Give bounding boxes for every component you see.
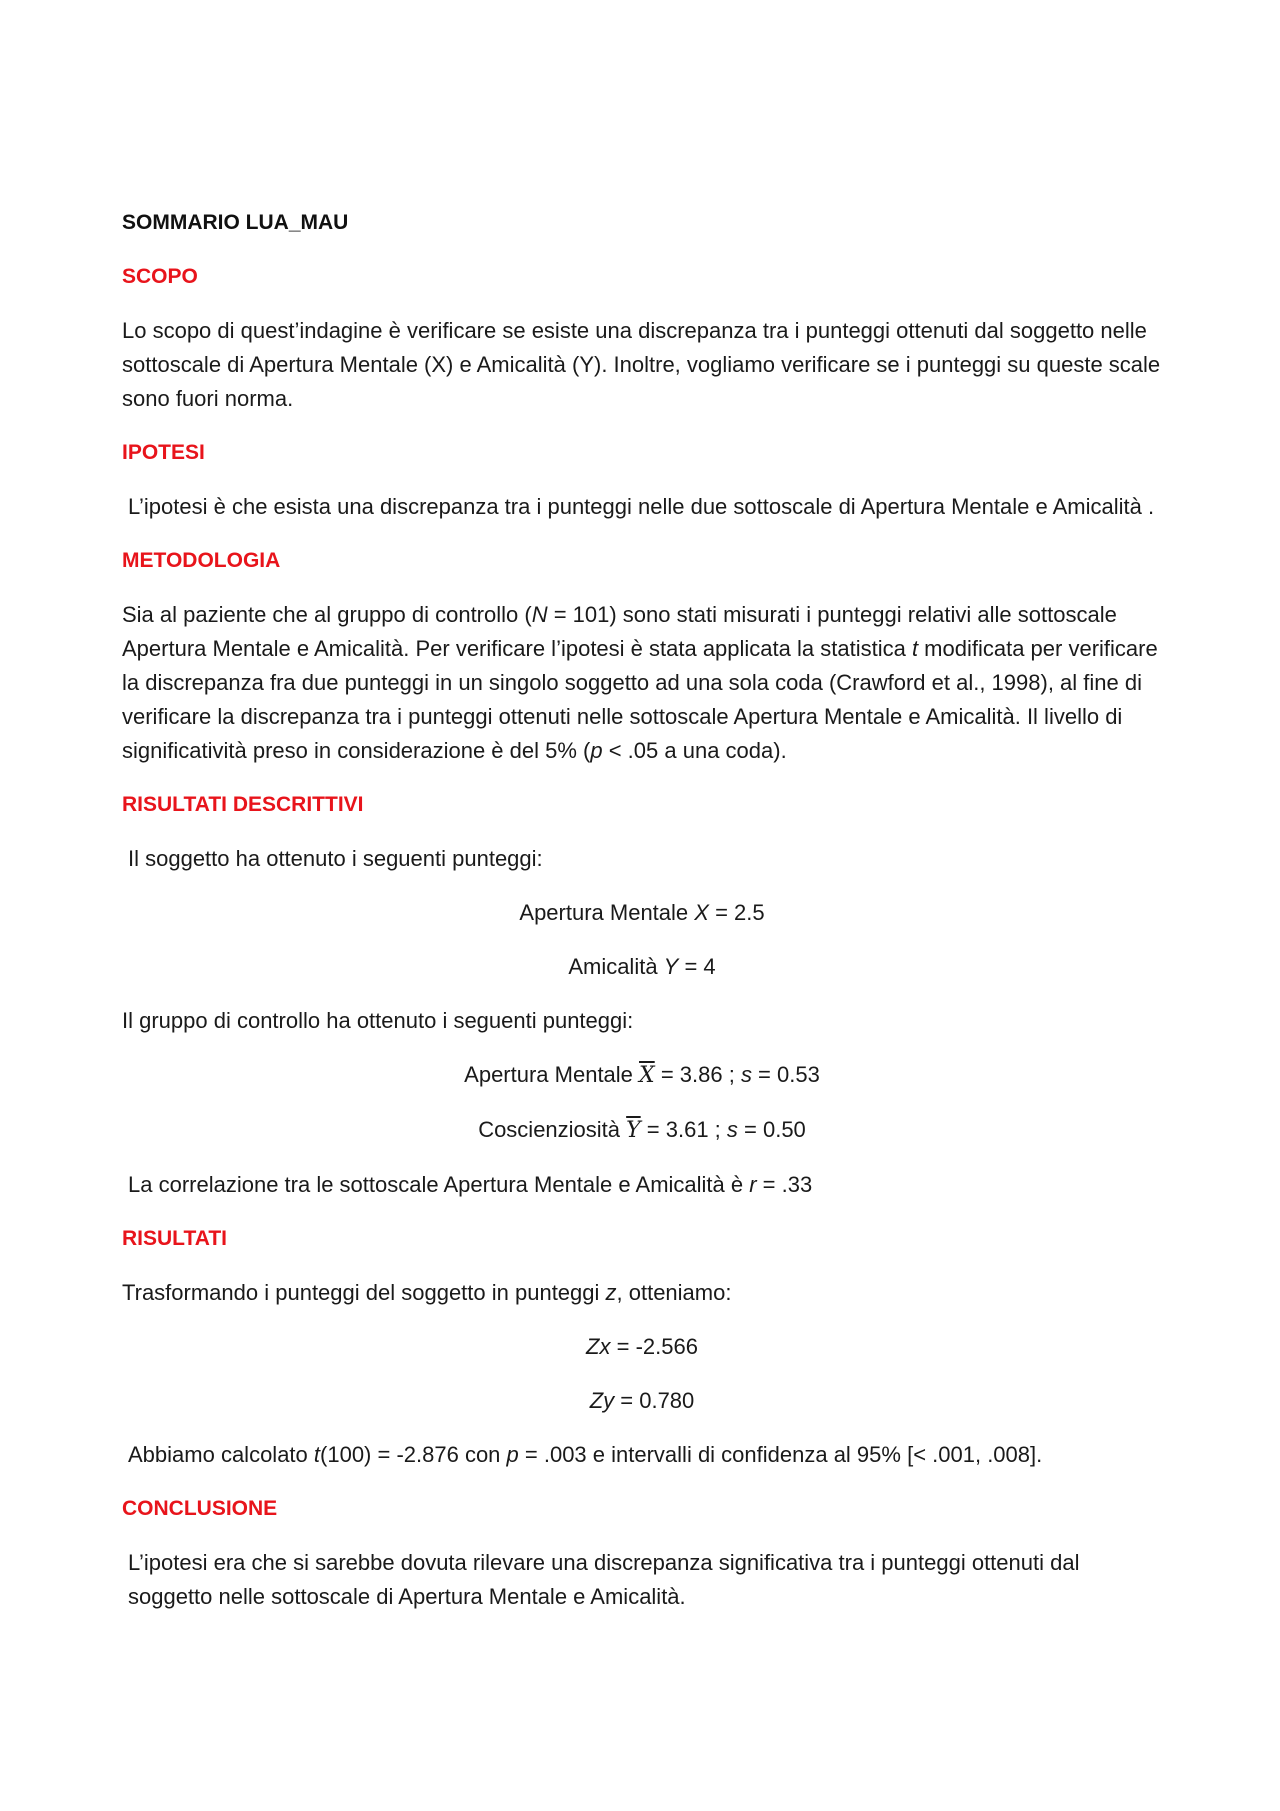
risultati-heading: RISULTATI — [122, 1227, 227, 1250]
control-y-mean-symbol: $\overline{Y}$ — [626, 1118, 641, 1143]
control-x-s-symbol: s — [740, 1062, 752, 1087]
subject-x-value: = 2.5 — [708, 900, 765, 925]
control-y-mean: = 3.61 ; — [640, 1117, 727, 1142]
calc-p-symbol: p — [506, 1442, 519, 1467]
zy-var: Zy — [589, 1388, 615, 1413]
control-x-sd: = 0.53 — [751, 1062, 820, 1087]
subject-y-label: Amicalità — [568, 954, 664, 979]
metodologia-paragraph — [122, 598, 1162, 768]
risultati-intro-2: , otteniamo: — [616, 1280, 732, 1305]
document-title: SOMMARIO LUA_MAU — [122, 211, 349, 234]
subject-x-label: Apertura Mentale — [519, 900, 695, 925]
calc-text-3: = .003 e intervalli di confidenza al 95% [< .001, .008]. — [518, 1442, 1043, 1467]
metodologia-text-1: Sia al paziente che al gruppo di controllo ( — [122, 602, 532, 627]
subject-y-score — [122, 950, 1162, 984]
scopo-paragraph: Lo scopo di quest’indagine è verificare se esiste una discrepanza tra i punteggi ottenuti dal soggetto nelle sottoscale di Apertura Mentale (X) e Amicalità (Y). Inoltre, vogliamo verificare se i punteggi su queste scale sono fuori norma. — [122, 318, 1161, 411]
subject-y-value: = 4 — [678, 954, 716, 979]
scopo-heading: SCOPO — [122, 265, 198, 288]
ipotesi-paragraph: L’ipotesi è che esista una discrepanza tra i punteggi nelle due sottoscale di Apertura Mentale e Amicalità . — [128, 494, 1155, 519]
metodologia-text-2: = 101) sono stati misurati i punteggi relativi alle sottoscale Apertura Mentale e Amicalità. Per verificare l’ipotesi è stata applicata la statistica — [122, 602, 1117, 661]
metodologia-p-symbol: p — [590, 738, 603, 763]
control-intro: Il gruppo di controllo ha ottenuto i seguenti punteggi: — [122, 1008, 634, 1033]
ipotesi-heading: IPOTESI — [122, 441, 205, 464]
subject-y-var: Y — [663, 954, 679, 979]
correlation-value: = .33 — [756, 1172, 813, 1197]
subject-x-var: X — [694, 900, 709, 925]
conclusione-heading: CONCLUSIONE — [122, 1497, 278, 1520]
metodologia-text-4: < .05 a una coda). — [602, 738, 787, 763]
correlation-text: La correlazione tra le sottoscale Apertura Mentale e Amicalità è — [128, 1172, 750, 1197]
correlation-r-symbol: r — [749, 1172, 757, 1197]
zx-value: = -2.566 — [610, 1334, 698, 1359]
t-test-result — [122, 1438, 1162, 1472]
document-page — [122, 206, 1162, 1634]
calc-text-2: (100) = -2.876 con — [320, 1442, 507, 1467]
conclusione-paragraph: L’ipotesi era che si sarebbe dovuta rilevare una discrepanza significativa tra i punteggi ottenuti dal soggetto nelle sottoscale di Apertura Mentale e Amicalità. — [128, 1550, 1080, 1609]
subject-x-score — [122, 896, 1162, 930]
zy-score — [122, 1384, 1162, 1418]
control-y-s-symbol: s — [726, 1117, 738, 1142]
calc-text-1: Abbiamo calcolato — [128, 1442, 314, 1467]
metodologia-text-3: modificata per verificare la discrepanza fra due punteggi in un singolo soggetto ad una sola coda (Crawford et al., 1998), al fine di verificare la discrepanza tra i punteggi ottenuti nelle sottoscale Apertura Mentale e Amicalità. Il livello di significatività preso in considerazione è del 5% ( — [122, 636, 1158, 763]
zx-var: Zx — [586, 1334, 611, 1359]
risultati-z-symbol: z — [605, 1280, 617, 1305]
control-x-stats — [122, 1058, 1162, 1093]
control-x-label: Apertura Mentale — [464, 1062, 640, 1087]
risultati-intro — [122, 1276, 1162, 1310]
control-y-stats — [122, 1113, 1162, 1148]
control-x-mean-symbol: $\overline{X}$ — [639, 1063, 655, 1088]
correlation-sentence — [122, 1168, 1162, 1202]
zx-score — [122, 1330, 1162, 1364]
zy-value: = 0.780 — [614, 1388, 695, 1413]
risultati-intro-1: Trasformando i punteggi del soggetto in punteggi — [122, 1280, 606, 1305]
descrittivi-heading: RISULTATI DESCRITTIVI — [122, 793, 364, 816]
control-y-sd: = 0.50 — [737, 1117, 806, 1142]
descrittivi-intro: Il soggetto ha ottenuto i seguenti punteggi: — [128, 846, 543, 871]
metodologia-heading: METODOLOGIA — [122, 549, 281, 572]
control-x-mean: = 3.86 ; — [654, 1062, 741, 1087]
calc-t-symbol: t — [313, 1442, 321, 1467]
metodologia-t-symbol: t — [911, 636, 919, 661]
metodologia-n-symbol: N — [531, 602, 548, 627]
control-y-label: Coscienziosità — [478, 1117, 627, 1142]
